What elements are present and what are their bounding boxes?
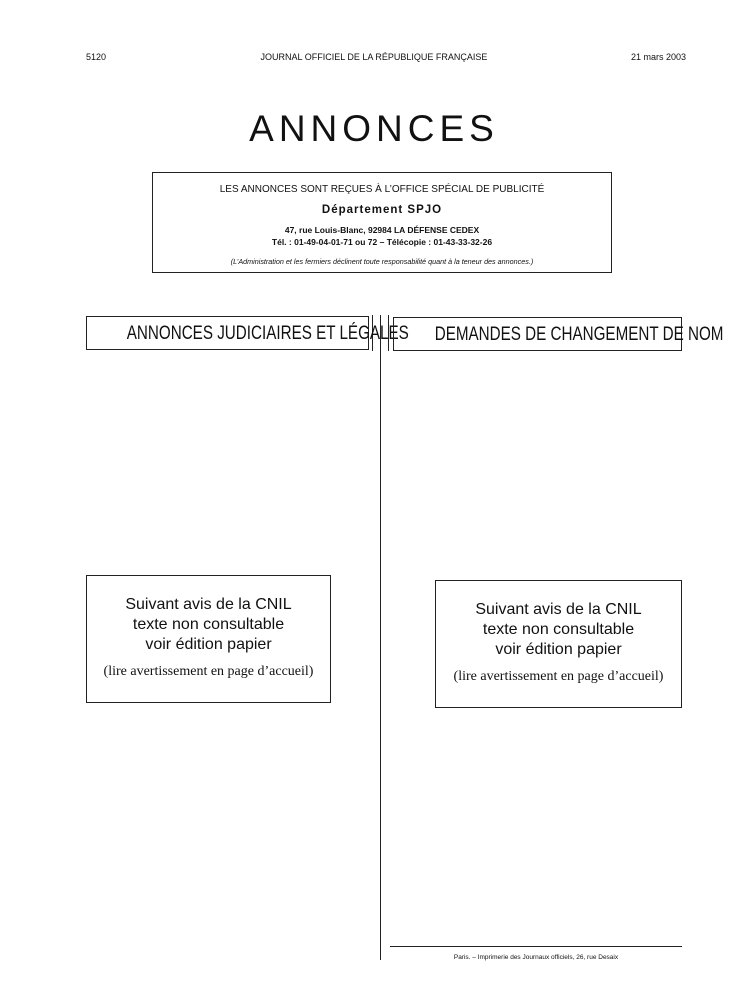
- notice-line: Suivant avis de la CNIL: [475, 601, 642, 618]
- notice-line: Suivant avis de la CNIL: [125, 596, 292, 613]
- column-divider: [380, 315, 381, 960]
- right-section-title: DEMANDES DE CHANGEMENT DE NOM: [434, 323, 724, 345]
- printer-credit: Paris. – Imprimerie des Journaux officiels, 26, rue Desaix: [453, 954, 619, 961]
- notice-note: (lire avertissement en page d’accueil): [103, 664, 314, 679]
- issue-date: 21 mars 2003: [630, 52, 686, 62]
- right-section-header: [393, 317, 724, 351]
- info-box: [152, 172, 612, 273]
- right-cnil-notice: [435, 580, 682, 708]
- notice-line: texte non consultable: [132, 616, 285, 633]
- department-name: Département SPJO: [321, 204, 443, 216]
- disclaimer: (L’Administration et les fermiers déclinent toute responsabilité quant à la teneur des annonces.): [230, 257, 534, 266]
- notice-line: voir édition papier: [145, 636, 272, 653]
- left-section-header: [86, 316, 409, 350]
- page-number: 5120: [86, 52, 107, 62]
- journal-title: JOURNAL OFFICIEL DE LA RÉPUBLIQUE FRANÇAISE: [260, 52, 488, 62]
- phone-line: Tél. : 01-49-04-01-71 ou 72 – Télécopie : 01-43-33-32-26: [271, 237, 493, 247]
- page-title: ANNONCES: [249, 108, 499, 149]
- address: 47, rue Louis-Blanc, 92984 LA DÉFENSE CEDEX: [284, 225, 480, 235]
- notice-note: (lire avertissement en page d’accueil): [453, 669, 664, 684]
- notice-line: texte non consultable: [482, 621, 635, 638]
- footer-rule: [390, 946, 682, 947]
- left-cnil-notice: [86, 575, 331, 703]
- left-section-title: ANNONCES JUDICIAIRES ET LÉGALES: [126, 322, 409, 344]
- notice-line: voir édition papier: [495, 641, 622, 658]
- info-line: LES ANNONCES SONT REÇUES À L’OFFICE SPÉCIAL DE PUBLICITÉ: [219, 184, 545, 195]
